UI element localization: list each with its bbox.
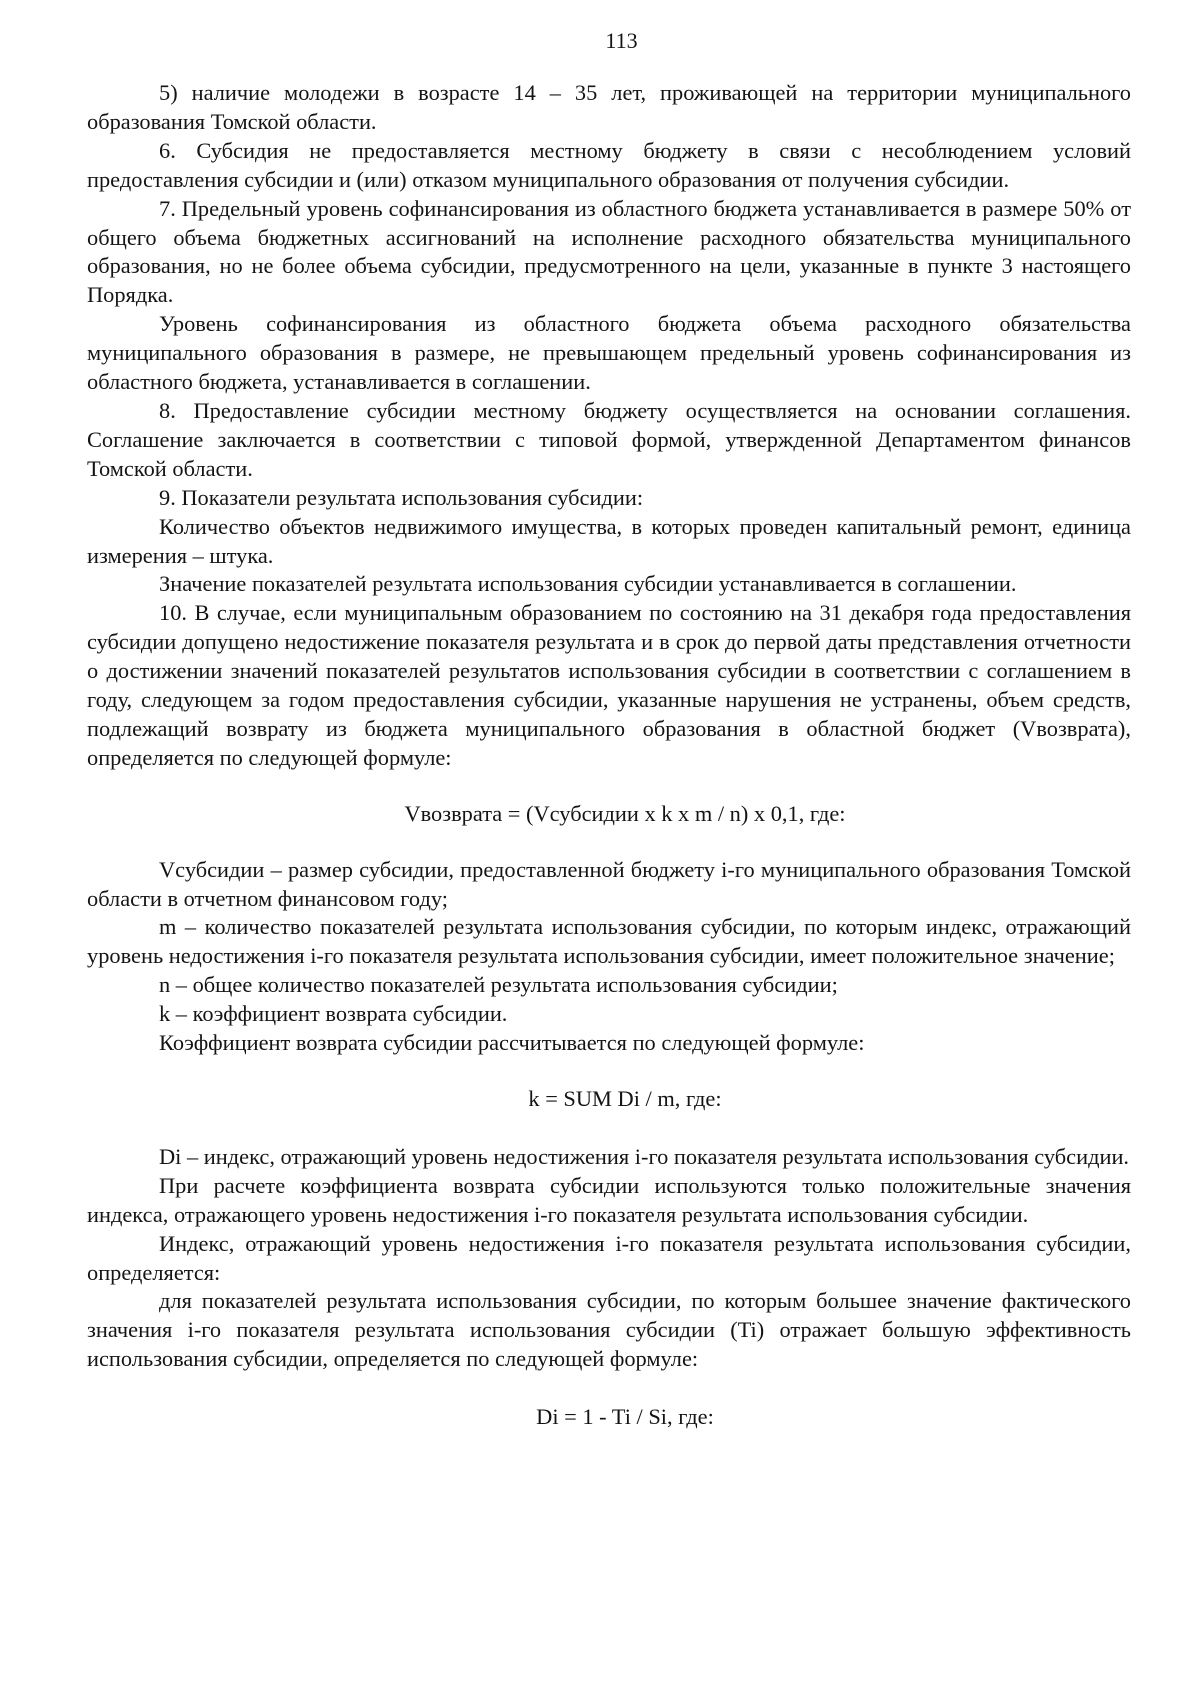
paragraph-def-vsubsidy: Vсубсидии – размер субсидии, предоставленной бюджету i-го муниципального образования Томской области в отчетном финансовом году; [87, 856, 1131, 911]
formula-refund-coefficient: k = SUM Di / m, где: [528, 1086, 722, 1111]
formula-refund-volume: Vвозврата = (Vсубсидии x k x m / n) x 0,1, где: [404, 800, 846, 826]
paragraph-def-n: n – общее количество показателей результата использования субсидии; [159, 972, 838, 998]
document-body [87, 79, 1131, 1432]
paragraph-clause-6: 6. Субсидия не предоставляется местному бюджету в связи с несоблюдением условий предоставления субсидии и (или) отказом муниципального образования от получения субсидии. [87, 137, 1131, 192]
paragraph-def-k: k – коэффициент возврата субсидии. [159, 1001, 508, 1027]
paragraph-objects-count: Количество объектов недвижимого имущества, в которых проведен капитальный ремонт, единица измерения – штука. [87, 513, 1131, 568]
paragraph-item-5: 5) наличие молодежи в возрасте 14 – 35 лет, проживающей на территории муниципального образования Томской области. [87, 80, 1131, 134]
page-number: 113 [605, 28, 638, 53]
formula-index-di: Di = 1 - Ti / Si, где: [536, 1404, 714, 1430]
paragraph-def-m: m – количество показателей результата использования субсидии, по которым индекс, отражающий уровень недостижения i-го показателя результата использования субсидии, имеет положительное значение; [87, 914, 1131, 969]
paragraph-positive-values: При расчете коэффициента возврата субсидии используются только положительные значения индекса, отражающего уровень недостижения i-го показателя результата использования субсидии. [87, 1172, 1131, 1227]
paragraph-indicator-value: Значение показателей результата использования субсидии устанавливается в соглашении. [159, 571, 1017, 597]
paragraph-index-determined: Индекс, отражающий уровень недостижения i-го показателя результата использования субсидии, определяется: [87, 1230, 1131, 1285]
paragraph-higher-is-better: для показателей результата использования субсидии, по которым большее значение фактического значения i-го показателя результата использования субсидии (Ti) отражает большую эффективность использования субсидии, определяется по следующей формуле: [87, 1288, 1131, 1372]
paragraph-cofinancing-level: Уровень софинансирования из областного бюджета объема расходного обязательства муниципального образования в размере, не превышающем предельный уровень софинансирования из областного бюджета, устанавливается в соглашении. [87, 311, 1131, 395]
paragraph-clause-8: 8. Предоставление субсидии местному бюджету осуществляется на основании соглашения. Соглашение заключается в соответствии с типовой формой, утвержденной Департаментом финансов Томской области. [87, 397, 1131, 481]
paragraph-clause-10: 10. В случае, если муниципальным образованием по состоянию на 31 декабря года предоставления субсидии допущено недостижение показателя результата и в срок до первой даты представления отчетности о достижении значений показателей результатов использования субсидии в соответствии с соглашением в году, следующем за годом предоставления субсидии, указанные нарушения не устранены, объем средств, подлежащий возврату из бюджета муниципального образования в областной бюджет (Vвозврата), определяется по следующей формуле: [87, 600, 1131, 770]
paragraph-def-di: Di – индекс, отражающий уровень недостижения i-го показателя результата использования субсидии. [159, 1143, 1130, 1169]
paragraph-k-formula-intro: Коэффициент возврата субсидии рассчитывается по следующей формуле: [159, 1030, 865, 1056]
paragraph-clause-9: 9. Показатели результата использования субсидии: [159, 484, 644, 510]
paragraph-clause-7: 7. Предельный уровень софинансирования из областного бюджета устанавливается в размере 50% от общего объема бюджетных ассигнований на исполнение расходного обязательства муниципального образования, но не более объема субсидии, предусмотренного на цели, указанные в пункте 3 настоящего Порядка. [87, 195, 1131, 308]
